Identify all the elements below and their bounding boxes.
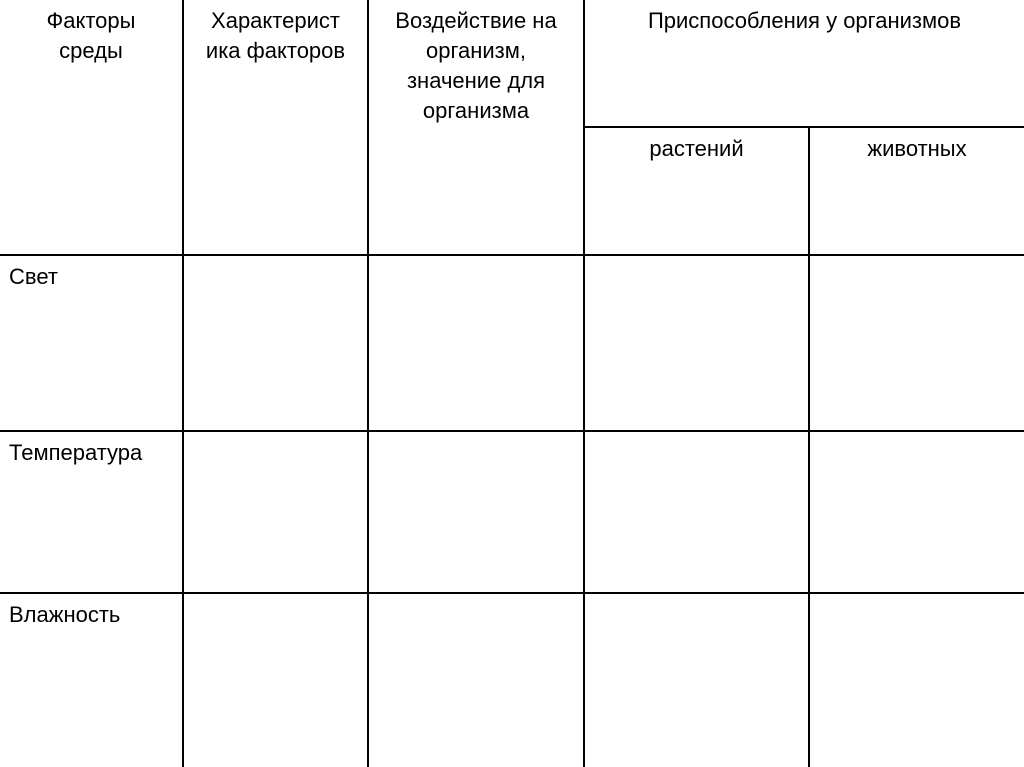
header-characteristic: Характерист ика факторов — [205, 8, 346, 63]
subheader-divider — [583, 126, 1024, 128]
header-impact: Воздействие на организм, значение для организма — [395, 8, 557, 123]
column-divider-1 — [182, 0, 184, 767]
row-divider-2 — [0, 592, 1024, 594]
row-divider-1 — [0, 430, 1024, 432]
row-label-light: Свет — [9, 264, 58, 289]
header-bottom-border — [0, 254, 1024, 256]
row-label-temperature: Температура — [9, 440, 143, 465]
column-divider-4 — [808, 127, 810, 767]
header-plants: растений — [649, 136, 744, 161]
header-animals: животных — [867, 136, 967, 161]
header-factors: Факторы среды — [46, 8, 136, 63]
column-divider-3 — [583, 0, 585, 767]
row-label-humidity: Влажность — [9, 602, 121, 627]
header-adaptations: Приспособления у организмов — [647, 8, 962, 33]
